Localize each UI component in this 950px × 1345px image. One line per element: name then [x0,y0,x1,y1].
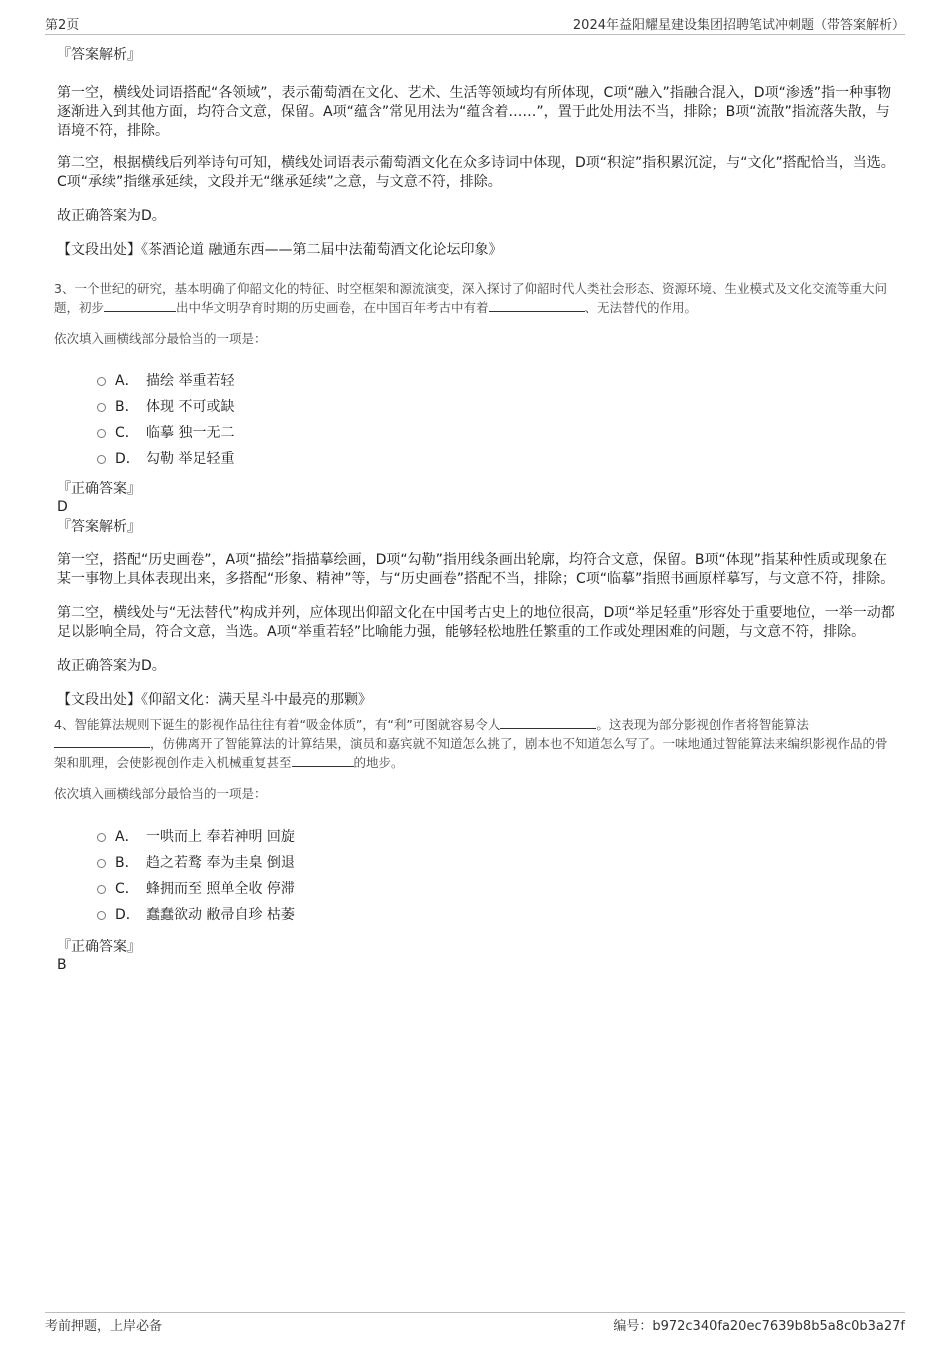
option-c[interactable]: C． 蜂拥而至 照单全收 停滞 [57,876,895,902]
analysis-conclusion: 故正确答案为D。 [57,208,166,224]
option-b[interactable]: B． 体现 不可或缺 [57,394,895,420]
blank-line [54,735,150,748]
radio-button-icon[interactable] [97,833,106,842]
radio-button-icon[interactable] [97,911,106,920]
correct-answer: B [57,957,67,973]
answer-analysis-label: 『答案解析』 [57,519,141,535]
radio-button-icon[interactable] [97,429,106,438]
option-b[interactable]: B． 趋之若鹜 奉为圭臬 倒退 [57,850,895,876]
page-footer [45,1312,905,1333]
document-title: 2024年益阳耀星建设集团招聘笔试冲刺题（带答案解析） [572,18,905,33]
correct-answer-label: 『正确答案』 [57,481,141,497]
radio-button-icon[interactable] [97,455,106,464]
blank-line [292,754,354,767]
source-citation: 【文段出处】《仰韶文化：满天星斗中最亮的那颗》 [57,692,372,708]
radio-button-icon[interactable] [97,403,106,412]
option-d[interactable]: D． 蠢蠢欲动 敝帚自珍 枯萎 [57,902,895,928]
analysis-paragraph: 第一空，搭配“历史画卷”，A项“描绘”指描摹绘画，D项“勾勒”指用线条画出轮廓，均符合文意，保留。B项“体现”指某种性质或现象在某一事物上具体表现出来，多搭配“形象、精神”等，与“历史画卷”搭配不当，排除；C项“临摹”指照书画原样摹写，与文意不符，排除。 [57,552,895,587]
question-stem: 3、一个世纪的研究，基本明确了仰韶文化的特征、时空框架和源流演变，深入探讨了仰韶时代人类社会形态、资源环境、生业模式及文化交流等重大问题，初步 出中华文明孕育时期的历史画卷，在中国百年考古中有着 、无法替代的作用。 [54,281,887,315]
radio-button-icon[interactable] [97,885,106,894]
blank-line [489,299,585,312]
correct-answer: D [57,499,68,515]
option-a[interactable]: A． 一哄而上 奉若神明 回旋 [57,824,895,850]
radio-button-icon[interactable] [97,377,106,386]
option-list [57,368,895,472]
analysis-paragraph: 第一空，横线处词语搭配“各领域”，表示葡萄酒在文化、艺术、生活等领域均有所体现，C项“融入”指融合混入，D项“渗透”指一种事物逐渐进入到其他方面，均符合文意，保留。A项“蕴含”常见用法为“蕴含着……”，置于此处用法不当，排除；B项“流散”指流落失散，与语境不符，排除。 [57,85,892,139]
page-number: 第2页 [45,18,80,33]
footer-slogan: 考前押题，上岸必备 [45,1319,163,1334]
radio-button-icon[interactable] [97,859,106,868]
blank-line [500,716,596,729]
option-a[interactable]: A． 描绘 举重若轻 [57,368,895,394]
question-prompt: 依次填入画横线部分最恰当的一项是： [54,786,267,801]
source-citation: 【文段出处】《茶酒论道 融通东西——第二届中法葡萄酒文化论坛印象》 [57,242,503,258]
question-stem: 4、智能算法规则下诞生的影视作品往往有着“吸金体质”，有“利”可图就容易令人 。这表现为部分影视创作者将智能算法，仿佛离开了智能算法的计算结果，演员和嘉宾就不知道怎么挑了，剧本也不知道怎么写了。一味地通过智能算法来编织影视作品的骨架和肌理，会使影视创作走入机械重复甚至 的地步。 [54,717,888,770]
question-prompt: 依次填入画横线部分最恰当的一项是： [54,331,267,346]
analysis-conclusion: 故正确答案为D。 [57,658,166,674]
correct-answer-label: 『正确答案』 [57,939,141,955]
analysis-paragraph: 第二空，横线处与“无法替代”构成并列，应体现出仰韶文化在中国考古史上的地位很高，D项“举足轻重”形容处于重要地位，一举一动都足以影响全局，符合文意，当选。A项“举重若轻”比喻能力强，能够轻松地胜任繁重的工作或处理困难的问题，与文意不符，排除。 [57,605,895,640]
page-header [45,14,905,35]
option-c[interactable]: C． 临摹 独一无二 [57,420,895,446]
option-d[interactable]: D． 勾勒 举足轻重 [57,446,895,472]
document-id: 编号：b972c340fa20ec7639b8b5a8c0b3a27f [613,1319,905,1334]
answer-analysis-label: 『答案解析』 [57,47,141,63]
page-content [54,42,895,974]
blank-line [104,299,176,312]
option-list [57,824,895,928]
analysis-paragraph: 第二空，根据横线后列举诗句可知，横线处词语表示葡萄酒文化在众多诗词中体现，D项“积淀”指积累沉淀，与“文化”搭配恰当，当选。C项“承续”指继承延续，文段并无“继承延续”之意，与文意不符，排除。 [57,155,895,190]
